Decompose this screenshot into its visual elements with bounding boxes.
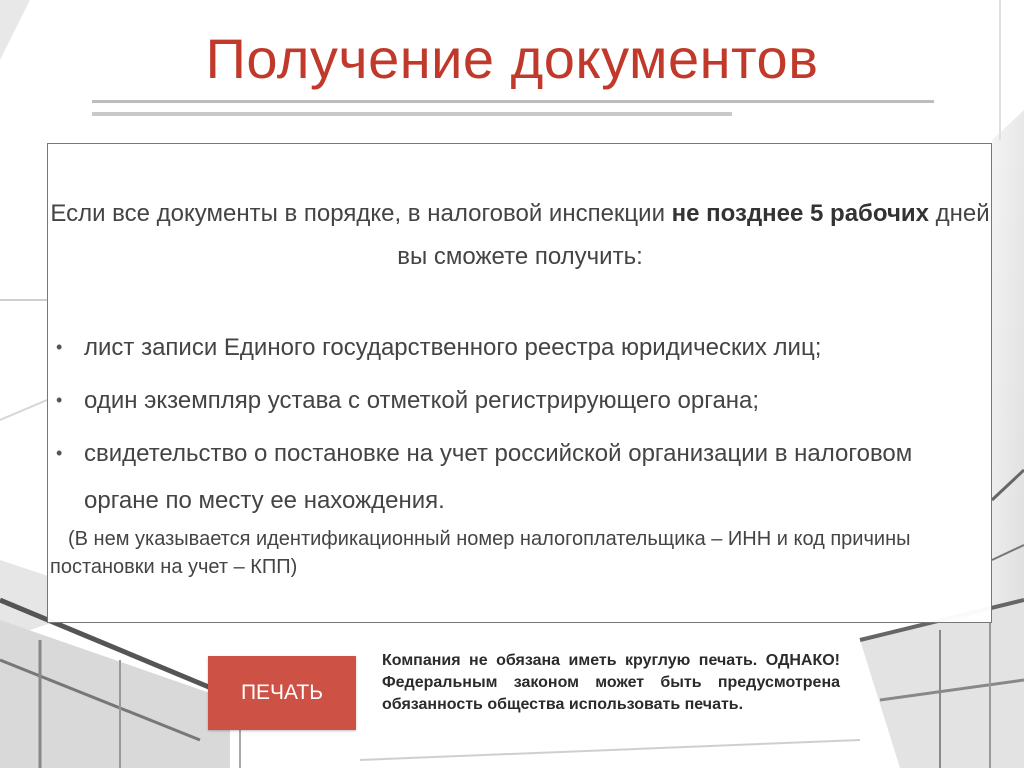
bullet-icon: • [56, 443, 63, 463]
title-divider-top [92, 100, 934, 103]
print-button[interactable]: ПЕЧАТЬ [208, 656, 356, 730]
bullet-icon: • [56, 390, 63, 410]
bullet-icon: • [56, 337, 63, 357]
intro-part1: Если все документы в порядке, в налоговой инспекции [50, 200, 672, 227]
list-item [50, 324, 990, 371]
title-divider-bottom [92, 112, 732, 116]
list-item-text: один экземпляр устава с отметкой регистрирующего органа; [84, 387, 760, 414]
document-list [50, 324, 990, 530]
page-title: Получение документов [205, 27, 819, 90]
list-item-text: лист записи Единого государственного реестра юридических лиц; [84, 334, 822, 361]
list-item [50, 377, 990, 424]
inn-kpp-note: (В нем указывается идентификационный номер налогоплательщика – ИНН и код причины постановки на учет – КПП) [50, 528, 911, 578]
intro-text [50, 192, 990, 278]
intro-part2: дней вы сможете получить: [397, 200, 990, 270]
list-item-text: свидетельство о постановке на учет российской организации в налоговом органе по месту ее нахождения. [84, 440, 913, 514]
list-item [50, 430, 990, 524]
seal-note: Компания не обязана иметь круглую печать. ОДНАКО! Федеральным законом может быть предусмотрена обязанность общества использовать печать. [382, 652, 840, 713]
intro-bold: не позднее 5 рабочих [671, 200, 929, 227]
